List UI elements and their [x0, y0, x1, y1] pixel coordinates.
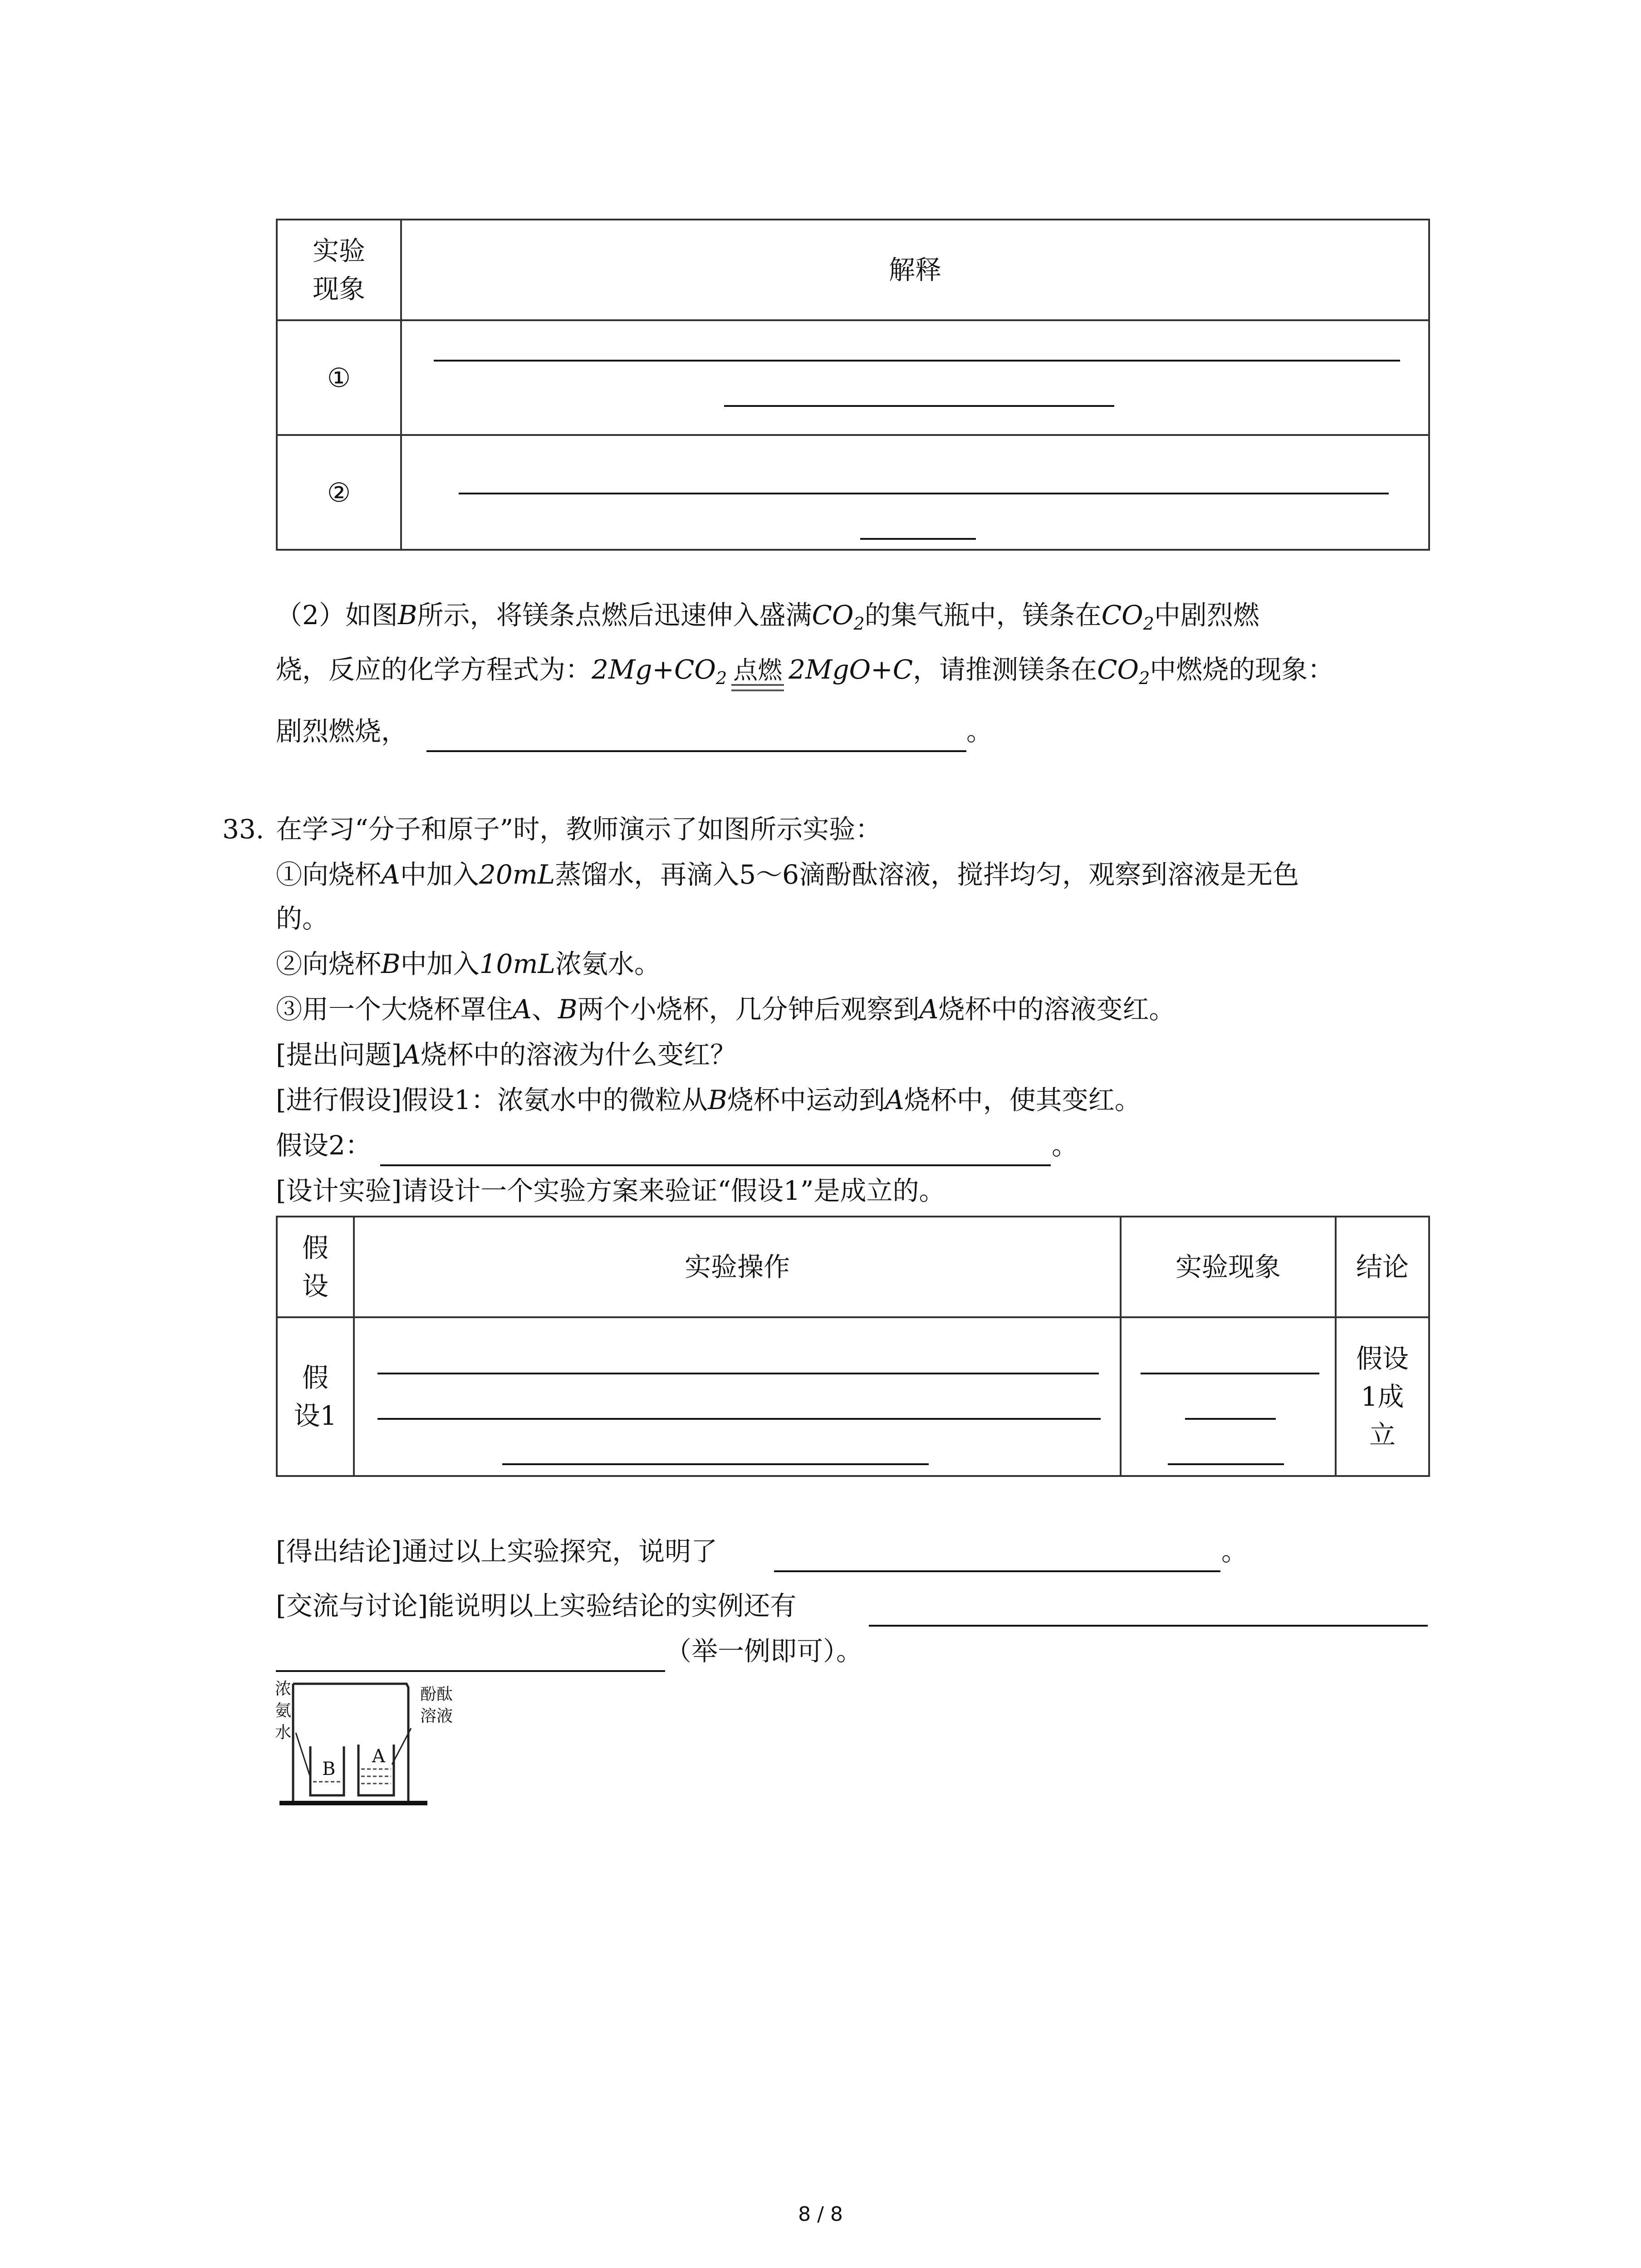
q2-line-1: （2）如图B所示，将镁条点燃后迅速伸入盛满$CO_2$的集气瓶中，镁条在$CO_2$中剧烈燃 — [276, 600, 1259, 634]
explanation-table — [276, 219, 1430, 551]
q33-problem: [提出问题]A烧杯中的溶液为什么变红？ — [276, 1039, 737, 1070]
q33-step-1-cont: 的。 — [276, 903, 329, 934]
q33-step-3: ③用一个大烧杯罩住A、B两个小烧杯，几分钟后观察到A烧杯中的溶液变红。 — [276, 994, 1176, 1025]
discussion-blank-2[interactable] — [276, 1670, 665, 1672]
beaker-b-label: B — [322, 1759, 336, 1779]
q33-conclusion-end: 。 — [1221, 1536, 1248, 1567]
beaker-figure — [275, 1678, 475, 1810]
q33-discussion: [交流与讨论]能说明以上实验结论的实例还有 — [276, 1590, 797, 1621]
q33-discussion-end: （举一例即可）。 — [665, 1636, 863, 1667]
q33-step-1: ①向烧杯A中加入20mL蒸馏水，再滴入5～6滴酚酞溶液，搅拌均匀，观察到溶液是无色 — [276, 859, 1299, 890]
table1-row-1-answer[interactable] — [401, 320, 1429, 435]
q2-line-2: 烧，反应的化学方程式为：$2Mg+CO_2$ 点燃 2MgO+C，请推测镁条在$CO_2$中燃烧的现象： — [276, 651, 1334, 689]
discussion-blank-1[interactable] — [869, 1625, 1428, 1627]
table2-header-hypothesis: 假设 — [277, 1217, 354, 1317]
table2-header-operation: 实验操作 — [354, 1217, 1121, 1317]
experiment-table — [276, 1216, 1430, 1477]
phenolphthalein-label: 酚酞溶液 — [420, 1685, 453, 1725]
table1-row-2-answer[interactable] — [401, 435, 1429, 550]
q33-number: 33. — [222, 814, 265, 845]
q33-step-2: ②向烧杯B中加入10mL浓氨水。 — [276, 948, 661, 979]
table1-header-phenomenon: 实验现象 — [277, 220, 401, 320]
table2-row-operation[interactable] — [354, 1317, 1121, 1476]
equation-right: 2MgO+C — [789, 654, 913, 685]
q33-hypothesis-1: [进行假设]假设1：浓氨水中的微粒从B烧杯中运动到A烧杯中，使其变红。 — [276, 1085, 1141, 1115]
beaker-a-label: A — [372, 1746, 385, 1767]
hypothesis-2-blank[interactable] — [380, 1164, 1051, 1166]
q33-conclusion: [得出结论]通过以上实验探究，说明了 — [276, 1536, 718, 1567]
q33-intro: 在学习“分子和原子”时，教师演示了如图所示实验： — [276, 814, 882, 845]
table2-row-phenomenon[interactable] — [1121, 1317, 1336, 1476]
q33-hypothesis-2: 假设2： — [276, 1130, 372, 1161]
q2-answer-blank[interactable] — [426, 750, 966, 752]
q2-line-3: 剧烈燃烧， — [276, 716, 408, 747]
q33-hypothesis-2-end: 。 — [1052, 1130, 1078, 1161]
ammonia-label: 浓氨水 — [275, 1680, 292, 1742]
conclusion-blank[interactable] — [774, 1570, 1220, 1572]
table2-row-conclusion: 假设1成立 — [1336, 1317, 1429, 1476]
table1-row-1-label: ① — [277, 320, 401, 435]
table2-header-conclusion: 结论 — [1336, 1217, 1429, 1317]
table2-row-hypothesis: 假设1 — [277, 1317, 354, 1476]
equation-condition: 点燃 — [727, 652, 789, 689]
table2-header-phenomenon: 实验现象 — [1121, 1217, 1336, 1317]
q33-design: [设计实验]请设计一个实验方案来验证“假设1”是成立的。 — [276, 1175, 945, 1206]
table1-row-2-label: ② — [277, 435, 401, 550]
table1-header-explanation: 解释 — [401, 220, 1429, 320]
page-number: 8 / 8 — [798, 2203, 843, 2226]
q2-line-3-end: 。 — [966, 716, 993, 747]
equation-left: 2Mg+CO — [592, 654, 716, 685]
